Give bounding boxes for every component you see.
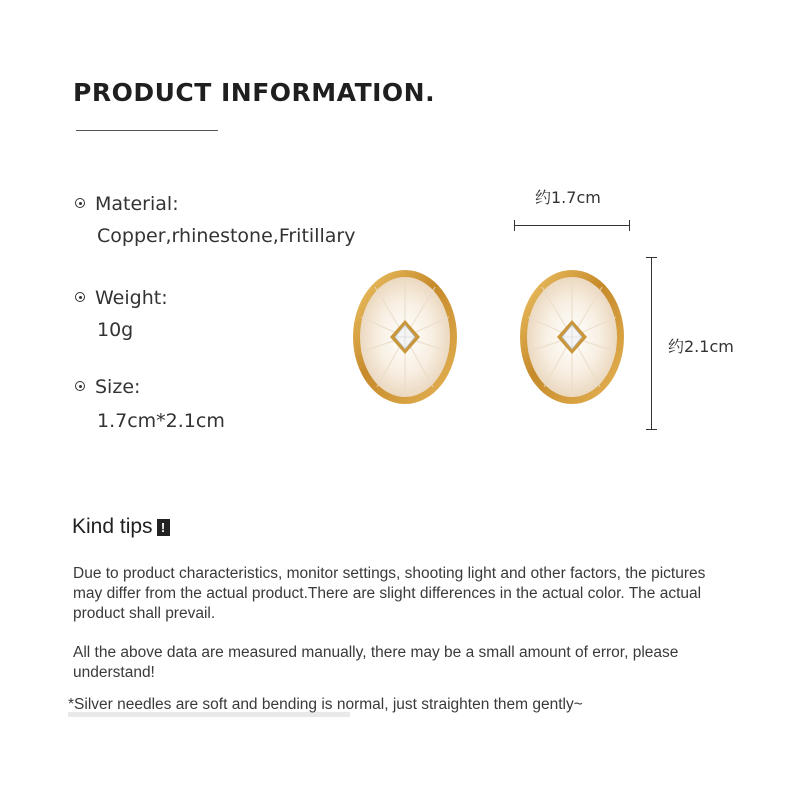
measurement-note: All the above data are measured manually, there may be a small amount of error, please understand! bbox=[73, 644, 679, 681]
kind-tips-heading bbox=[72, 515, 170, 539]
exclamation-icon: ! bbox=[157, 519, 170, 536]
width-dimension-line bbox=[514, 225, 630, 226]
spec-label: Size: bbox=[95, 376, 141, 398]
bullet-icon bbox=[75, 292, 85, 302]
height-dimension-label: 约2.1cm bbox=[668, 337, 734, 356]
kind-tips-label: Kind tips bbox=[72, 515, 153, 538]
spec-value: Copper,rhinestone,Fritillary bbox=[97, 225, 356, 247]
spec-size bbox=[75, 376, 225, 432]
height-tick-bottom bbox=[646, 429, 657, 430]
height-dimension-line bbox=[651, 257, 652, 429]
spec-material bbox=[75, 193, 355, 247]
footnote: *Silver needles are soft and bending is normal, just straighten them gently~ bbox=[68, 696, 583, 713]
page-title: PRODUCT INFORMATION. bbox=[73, 78, 436, 107]
spec-value: 1.7cm*2.1cm bbox=[97, 410, 225, 432]
disclaimer-paragraph: Due to product characteristics, monitor settings, shooting light and other factors, the pictures may differ from the actual product.There are slight differences in the actual color. The actual product shall prevail. bbox=[73, 565, 706, 622]
width-dimension-label: 约1.7cm bbox=[535, 188, 601, 207]
right-earring bbox=[520, 270, 624, 404]
spec-label: Material: bbox=[95, 193, 179, 215]
spec-label: Weight: bbox=[95, 287, 168, 309]
bullet-icon bbox=[75, 381, 85, 391]
width-tick-right bbox=[629, 220, 630, 231]
spec-weight bbox=[75, 287, 168, 341]
spec-value: 10g bbox=[97, 319, 134, 341]
title-underline bbox=[76, 130, 218, 131]
bullet-icon bbox=[75, 198, 85, 208]
earrings-image bbox=[343, 262, 643, 412]
left-earring bbox=[353, 270, 457, 404]
width-tick-left bbox=[514, 220, 515, 231]
height-tick-top bbox=[646, 257, 657, 258]
